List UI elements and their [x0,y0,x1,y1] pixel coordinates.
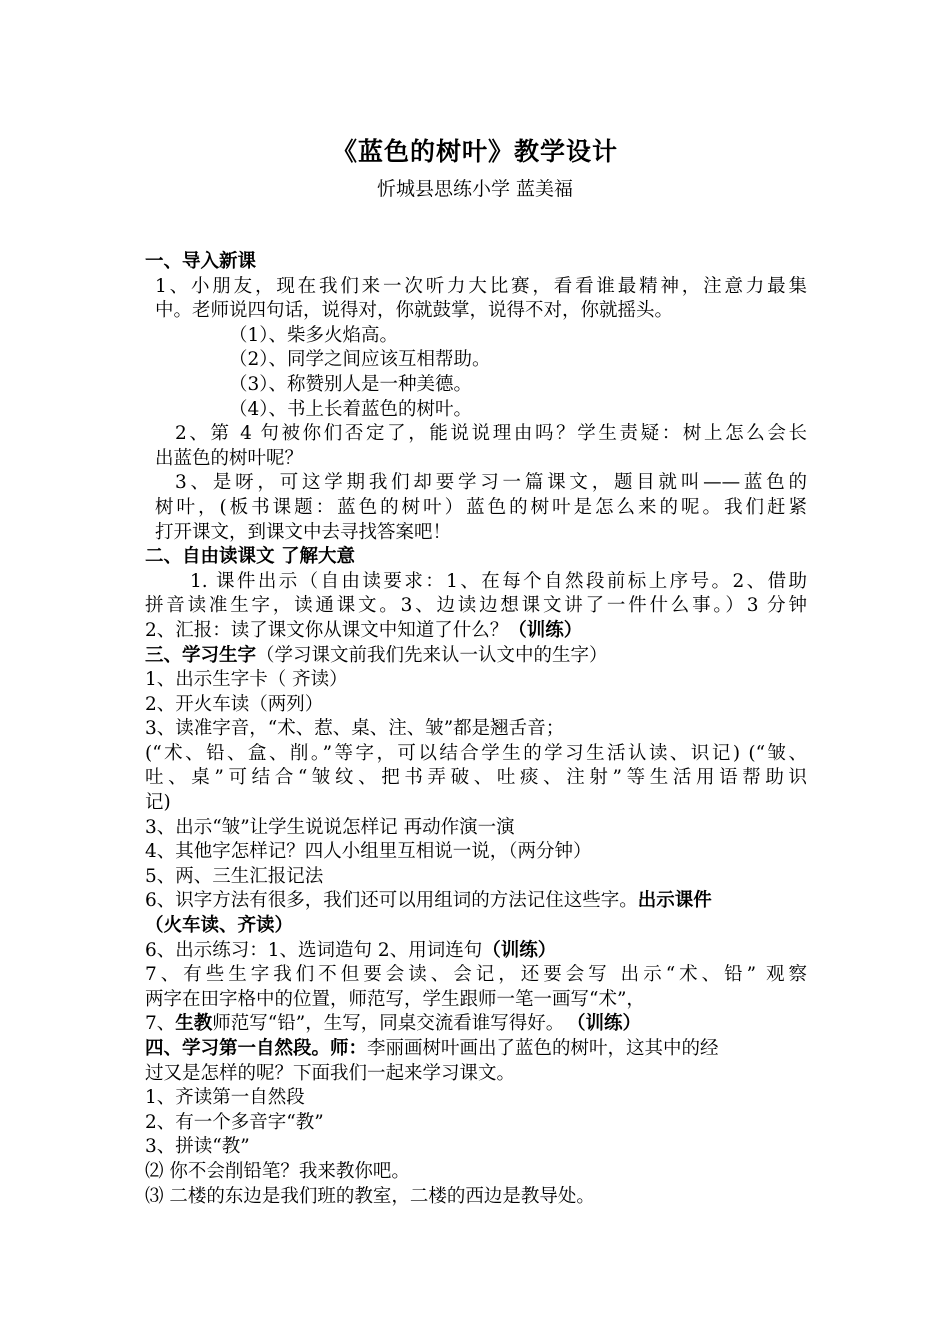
example-sentence: ⑵ 你不会削铅笔？我来教你吧。 [145,1160,410,1182]
paragraph-line: 打开课文，到课文中去寻找答案吧！ [155,521,452,543]
courseware-label: 出示课件 [637,890,712,912]
paragraph-line: 3、读准字音，“术、惹、桌、注、皱”都是翘舌音； [145,718,565,740]
training-label: （训练） [508,619,583,641]
document-title: 《蓝色的树叶》教学设计 [331,137,618,166]
section-heading-3-note: （学习课文前我们先来认一认文中的生字） [256,644,608,666]
paragraph-line: 拼音读准生字，读通课文。3、边读边想课文讲了一件什么事。）3 分钟 [145,595,807,617]
document-author: 忻城县思练小学 蓝美福 [376,178,574,200]
paragraph-line: 过又是怎样的呢？下面我们一起来学习课文。 [145,1062,516,1084]
section-heading-3: 三、学习生字 [145,644,257,666]
list-item: （1）、柴多火焰高。 [229,324,399,346]
document-body [145,250,807,1209]
example-sentence: ⑶ 二楼的东边是我们班的教室，二楼的西边是教导处。 [145,1185,595,1207]
paragraph-line: 7、有些生字我们不但要会读、会记，还要会写 出示“术、铅” 观察 [145,964,807,986]
section-heading-4: 四、学习第一自然段。师： [145,1038,368,1059]
paragraph-line [145,889,807,914]
paragraph-line: 吐、桌”可结合“皱纹、把书弄破、吐痰、注射”等生活用语帮助识 [145,767,807,789]
section-heading-2: 二、自由读课文 了解大意 [145,546,355,568]
paragraph-line: 1、小朋友，现在我们来一次听力大比赛，看看谁最精神，注意力最集 [155,275,807,297]
paragraph-line: 树叶，(板书课题：蓝色的树叶）蓝色的树叶是怎么来的呢。我们赶紧 [155,496,807,518]
section-heading-3-line [145,644,807,669]
paragraph-line: （火车读、齐读） [145,915,294,937]
line-text: 6、识字方法有很多，我们还可以用组词的方法记住这些字。 [145,890,638,912]
paragraph-line: 出蓝色的树叶呢？ [155,447,304,469]
paragraph-line: 两字在田字格中的位置，师范写，学生跟师一笔一画写“术”， [145,988,645,1010]
paragraph-line [145,939,807,964]
training-label: （训练） [482,939,557,961]
paragraph-line: 3、是呀，可这学期我们却要学习一篇课文，题目就叫——蓝色的 [175,472,807,494]
student-teach-label: 生教 [175,1013,213,1035]
section-heading-1: 一、导入新课 [145,251,257,272]
training-label: （训练） [576,1013,641,1035]
line-text: 6、出示练习：1、选词造句 2、用词连句 [145,939,483,961]
paragraph-line: 中。老师说四句话，说得对，你就鼓掌，说得不对，你就摇头。 [155,300,674,322]
paragraph-line: (“术、铅、盒、削。”等字，可以结合学生的学习生活认读、识记) (“皱、 [145,742,807,764]
paragraph-line [145,619,807,644]
paragraph-line: 记) [145,792,171,814]
list-item: （2）、同学之间应该互相帮助。 [229,349,491,371]
paragraph-line: 1. 课件出示（自由读要求：1、在每个自然段前标上序号。2、借助 [190,570,807,592]
paragraph-line: 4、其他字怎样记？四人小组里互相说一说，（两分钟） [145,841,592,863]
line-text: 2、汇报：读了课文你从课文中知道了什么？ [145,619,509,641]
paragraph-line: 3、出示“皱”让学生说说怎样记 再动作演一演 [145,816,515,838]
paragraph-line: 2、第 4 句被你们否定了，能说说理由吗？学生责疑：树上怎么会长 [175,423,807,445]
paragraph-line: 1、齐读第一自然段 [145,1087,305,1109]
paragraph-line: 5、两、三生汇报记法 [145,865,324,887]
paragraph-line: 2、有一个多音字“教” [145,1111,324,1133]
paragraph-line [145,1012,807,1037]
line-prefix: 7、 [145,1013,176,1035]
list-item: （4）、书上长着蓝色的树叶。 [229,398,473,420]
list-item: （3）、称赞别人是一种美德。 [229,373,473,395]
line-text: 师范写“铅”，生写，同桌交流看谁写得好。 [212,1013,565,1035]
section-heading-4-line [145,1037,807,1062]
section-heading-4-text: 李丽画树叶画出了蓝色的树叶，这其中的经 [367,1038,719,1059]
paragraph-line: 1、出示生字卡（ 齐读） [145,669,348,691]
paragraph-line: 3、拼读“教” [145,1136,250,1158]
paragraph-line: 2、开火车读（两列） [145,693,324,715]
